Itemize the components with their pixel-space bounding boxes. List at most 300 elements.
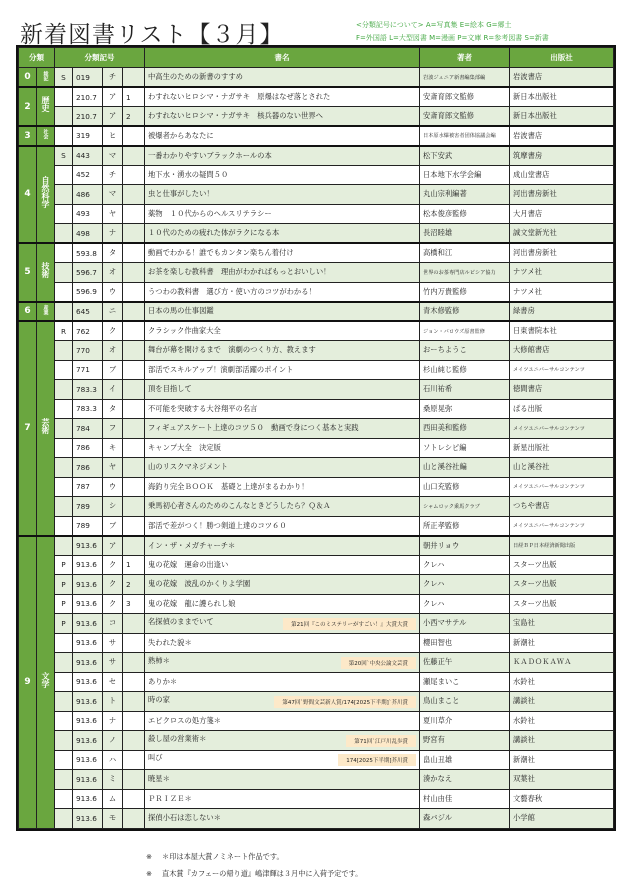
table-row: [19, 536, 614, 556]
book-title-text: ありか＊: [148, 676, 178, 686]
book-publisher: 成山堂書店: [510, 165, 614, 185]
award-badge: 第20回`中央公論文芸賞: [341, 657, 416, 669]
book-title-text: 虫と仕事がしたい！: [148, 189, 214, 199]
volume-number: 1: [123, 87, 145, 107]
author-mark: ク: [103, 575, 123, 595]
book-title: [145, 204, 420, 224]
book-publisher: ＫＡＤＯＫＡＷＡ: [510, 653, 614, 673]
book-publisher: 宝島社: [510, 614, 614, 634]
volume-number: [123, 380, 145, 400]
type-code: [55, 341, 73, 361]
footnotes: [146, 848, 362, 882]
book-title-text: イン・ザ・メガチャーチ＊: [148, 540, 236, 550]
type-code: [55, 497, 73, 517]
volume-number: [123, 360, 145, 380]
volume-number: [123, 185, 145, 205]
book-author: 山と溪谷社編: [420, 458, 510, 478]
book-title-text: 鬼の花嫁 龍に護られし娘: [148, 598, 236, 608]
table-row: [19, 497, 614, 517]
book-list-body: [19, 68, 614, 829]
author-mark: ヒ: [103, 126, 123, 146]
book-title: [145, 438, 420, 458]
classification-number: 913.6: [73, 809, 103, 829]
book-title: [145, 731, 420, 751]
author-mark: ニ: [103, 302, 123, 322]
book-author: 小西マサテル: [420, 614, 510, 634]
legend-line-1: <分類記号について> A=写真集 E=絵本 G=郷土: [356, 21, 512, 29]
classification-number: 783.3: [73, 380, 103, 400]
author-mark: マ: [103, 185, 123, 205]
table-row: [19, 477, 614, 497]
volume-number: [123, 809, 145, 829]
classification-number: 913.6: [73, 731, 103, 751]
table-row: [19, 575, 614, 595]
book-author: 西田美和監修: [420, 419, 510, 439]
type-code: P: [55, 614, 73, 634]
book-publisher: 新日本出版社: [510, 87, 614, 107]
volume-number: [123, 477, 145, 497]
author-mark: コ: [103, 614, 123, 634]
volume-number: [123, 126, 145, 146]
author-mark: マ: [103, 146, 123, 166]
book-title-text: ＰＲＩＺＥ＊: [148, 793, 192, 803]
book-title-text: 部活で差がつく！勝つ剣道上達のコツ６０: [148, 520, 287, 530]
book-publisher: ナツメ社: [510, 263, 614, 283]
book-title-text: 鬼の花嫁 波乱のかくりよ学園: [148, 579, 251, 589]
book-title: [145, 809, 420, 829]
book-publisher: 講談社: [510, 692, 614, 712]
type-code: [55, 692, 73, 712]
type-code: [55, 224, 73, 244]
book-author: 世界のお茶専門店ルピシア協力: [420, 263, 510, 283]
book-title-text: 舞台が幕を開けるまで 演劇のつくり方、教えます: [148, 345, 316, 355]
volume-number: [123, 321, 145, 341]
classification-number: 486: [73, 185, 103, 205]
book-author: 松下安武: [420, 146, 510, 166]
table-row: [19, 360, 614, 380]
volume-number: [123, 419, 145, 439]
classification-number: 783.3: [73, 399, 103, 419]
book-title: [145, 321, 420, 341]
type-code: R: [55, 321, 73, 341]
author-mark: ミ: [103, 770, 123, 790]
type-code: S: [55, 146, 73, 166]
category-name: [37, 126, 55, 146]
book-author: 櫻田智也: [420, 633, 510, 653]
author-mark: ク: [103, 555, 123, 575]
book-title-text: うつわの教科書 選び方・使い方のコツがわかる！: [148, 286, 316, 296]
volume-number: [123, 263, 145, 283]
book-title-text: クラシック作曲家大全: [148, 326, 221, 335]
book-author: 長沼睦雄: [420, 224, 510, 244]
book-publisher: 大月書店: [510, 204, 614, 224]
classification-number: 596.9: [73, 282, 103, 302]
category-name-text: 文学: [41, 671, 50, 688]
book-title-text: 熟柿＊: [148, 655, 170, 665]
book-author: クレハ: [420, 594, 510, 614]
type-code: P: [55, 594, 73, 614]
category-name-text: 社会: [42, 129, 49, 140]
book-title-text: 時の家: [148, 694, 170, 704]
book-title-text: 被爆者からあなたに: [148, 130, 214, 140]
book-author: 夏川草介: [420, 711, 510, 731]
book-title-text: 中高生のための新書のすすめ: [148, 72, 243, 81]
type-code: [55, 185, 73, 205]
book-title: [145, 458, 420, 478]
type-code: [55, 204, 73, 224]
book-publisher: スターツ出版: [510, 594, 614, 614]
book-author: おーちようこ: [420, 341, 510, 361]
category-name-text: 歴史: [41, 96, 50, 112]
volume-number: [123, 711, 145, 731]
classification-number: 913.6: [73, 750, 103, 770]
book-author: 鳥山まこと: [420, 692, 510, 712]
award-badge: 第21回『このミステリーがすごい！』大賞大賞: [283, 618, 416, 630]
classification-number: 913.6: [73, 770, 103, 790]
book-title: [145, 692, 420, 712]
category-name-text: 芸術: [41, 417, 50, 434]
classification-number: 210.7: [73, 87, 103, 107]
author-mark: イ: [103, 380, 123, 400]
table-row: [19, 633, 614, 653]
book-author: 村山由佳: [420, 789, 510, 809]
book-title-text: 山のリスクマネジメント: [148, 462, 228, 472]
author-mark: ア: [103, 107, 123, 127]
book-publisher: 新潮社: [510, 633, 614, 653]
volume-number: [123, 399, 145, 419]
book-title: [145, 341, 420, 361]
legend-line-2: F=外国語 L=大型図書 M=漫画 P=文庫 R=参考図書 S=新書: [356, 34, 549, 42]
book-title: [145, 555, 420, 575]
volume-number: [123, 692, 145, 712]
book-author: 丸山宗利編著: [420, 185, 510, 205]
author-mark: オ: [103, 263, 123, 283]
author-mark: キ: [103, 438, 123, 458]
classification-number: 443: [73, 146, 103, 166]
book-publisher: スターツ出版: [510, 555, 614, 575]
volume-number: [123, 282, 145, 302]
classification-number: 596.7: [73, 263, 103, 283]
classification-number: 319: [73, 126, 103, 146]
book-author: 岩波ジュニア新書編集部編: [420, 68, 510, 88]
book-title-text: フィギュアスケート上達のコツ５０ 動画で身につく基本と実践: [148, 423, 359, 433]
volume-number: [123, 204, 145, 224]
book-title-text: 頂を目指して: [148, 384, 192, 394]
classification-number: 913.6: [73, 789, 103, 809]
book-author: 瀬尾まいこ: [420, 672, 510, 692]
book-author: 高橋和江: [420, 243, 510, 263]
classification-number: 493: [73, 204, 103, 224]
table-row: [19, 419, 614, 439]
book-title-text: 鬼の花嫁 運命の出逢い: [148, 559, 229, 569]
author-mark: ハ: [103, 750, 123, 770]
book-title: [145, 399, 420, 419]
category-number: 4: [19, 146, 37, 244]
book-title: [145, 380, 420, 400]
book-title: [145, 536, 420, 556]
book-title-text: エピクロスの処方箋＊: [148, 715, 221, 725]
book-author: 日本原水爆被害者団体協議会編: [420, 126, 510, 146]
author-mark: モ: [103, 809, 123, 829]
category-name-text: 総記: [42, 70, 49, 81]
volume-number: [123, 536, 145, 556]
type-code: [55, 419, 73, 439]
book-title-text: 名探偵のままでいて: [148, 616, 214, 626]
table-row: [19, 614, 614, 634]
volume-number: [123, 165, 145, 185]
book-publisher: 日経ＢＰ日本経済新聞出版: [510, 536, 614, 556]
category-number: 6: [19, 302, 37, 322]
book-author: クレハ: [420, 575, 510, 595]
header-row: [19, 48, 614, 68]
book-title: [145, 594, 420, 614]
book-author: 竹内万貴監修: [420, 282, 510, 302]
book-publisher: メイツユニバーサルコンテンツ: [510, 360, 614, 380]
page-title: 新着図書リスト【３月】: [20, 22, 284, 48]
classification-number: 210.7: [73, 107, 103, 127]
book-title-text: 殺し屋の営業術＊: [148, 733, 207, 743]
table-row: [19, 185, 614, 205]
header-publisher: 出版社: [510, 48, 614, 68]
classification-number: 913.6: [73, 575, 103, 595]
header-code: 分類記号: [55, 48, 145, 68]
book-title-text: わすれないヒロシマ・ナガサキ 原爆はなぜ落とされた: [148, 92, 331, 101]
book-list-table: [18, 47, 614, 829]
book-title-text: キャンプ大全 決定版: [148, 442, 221, 452]
book-publisher: スターツ出版: [510, 575, 614, 595]
book-title-text: 探偵小石は恋しない＊: [148, 813, 221, 823]
category-number: 9: [19, 536, 37, 829]
classification-number: 770: [73, 341, 103, 361]
book-title-text: 部活でスキルアップ！演劇部活躍のポイント: [148, 364, 294, 374]
award-badge: 第47回`野間文芸新人賞/174[2025下半期]`芥川賞: [274, 696, 416, 708]
book-title: [145, 107, 420, 127]
table-row: [19, 594, 614, 614]
classification-number: 789: [73, 497, 103, 517]
book-title-text: １０代のための疲れた体がラクになる本: [148, 228, 280, 237]
author-mark: サ: [103, 633, 123, 653]
type-code: [55, 107, 73, 127]
table-row: [19, 146, 614, 166]
type-code: [55, 477, 73, 497]
table-row: [19, 789, 614, 809]
table-row: [19, 243, 614, 263]
classification-number: 913.6: [73, 653, 103, 673]
type-code: P: [55, 575, 73, 595]
book-title-text: 薬物 １０代からのヘルスリテラシー: [148, 208, 272, 218]
book-title: [145, 224, 420, 244]
book-author: 石川祐希: [420, 380, 510, 400]
table-row: [19, 399, 614, 419]
book-publisher: 水鈴社: [510, 672, 614, 692]
table-row: [19, 68, 614, 88]
book-publisher: 日東書院本社: [510, 321, 614, 341]
book-author: 佐藤正午: [420, 653, 510, 673]
book-publisher: メイツユニバーサルコンテンツ: [510, 516, 614, 536]
book-publisher: 新星出版社: [510, 438, 614, 458]
classification-number: 786: [73, 458, 103, 478]
category-name: [37, 146, 55, 244]
book-title-text: 日本の馬の仕事図鑑: [148, 306, 214, 316]
footnote: ※ ＊印は本屋大賞ノミネート作品です。: [146, 852, 284, 861]
book-publisher: 岩波書店: [510, 68, 614, 88]
book-publisher: 河出書房新社: [510, 243, 614, 263]
author-mark: ト: [103, 692, 123, 712]
table-row: [19, 809, 614, 829]
book-publisher: メイツユニバーサルコンテンツ: [510, 419, 614, 439]
table-row: [19, 692, 614, 712]
type-code: [55, 263, 73, 283]
book-publisher: 小学館: [510, 809, 614, 829]
classification-number: 645: [73, 302, 103, 322]
volume-number: [123, 653, 145, 673]
type-code: [55, 302, 73, 322]
classification-number: 452: [73, 165, 103, 185]
book-title: [145, 302, 420, 322]
book-title: [145, 711, 420, 731]
type-code: [55, 789, 73, 809]
book-publisher: 山と溪谷社: [510, 458, 614, 478]
book-title-text: 叫び: [148, 753, 163, 763]
book-author: クレハ: [420, 555, 510, 575]
author-mark: ク: [103, 594, 123, 614]
author-mark: ノ: [103, 731, 123, 751]
type-code: [55, 380, 73, 400]
table-row: [19, 126, 614, 146]
book-title: [145, 165, 420, 185]
table-row: [19, 731, 614, 751]
book-title-text: 暁星＊: [148, 774, 170, 784]
book-author: 湊かなえ: [420, 770, 510, 790]
volume-number: [123, 68, 145, 88]
table-row: [19, 341, 614, 361]
footnote: ※ 直木賞『カフェーの帰り道』嶋津輝は３月中に入荷予定です。: [146, 869, 363, 878]
author-mark: ム: [103, 789, 123, 809]
category-number: 5: [19, 243, 37, 302]
volume-number: 1: [123, 555, 145, 575]
type-code: [55, 770, 73, 790]
author-mark: セ: [103, 672, 123, 692]
volume-number: [123, 302, 145, 322]
book-publisher: 誠文堂新光社: [510, 224, 614, 244]
book-author: 森バジル: [420, 809, 510, 829]
type-code: P: [55, 555, 73, 575]
table-row: [19, 107, 614, 127]
volume-number: [123, 614, 145, 634]
type-code: [55, 458, 73, 478]
table-row: [19, 224, 614, 244]
book-author: 松本俊彦監修: [420, 204, 510, 224]
book-title: [145, 68, 420, 88]
type-code: [55, 165, 73, 185]
table-row: [19, 711, 614, 731]
author-mark: チ: [103, 165, 123, 185]
volume-number: [123, 341, 145, 361]
table-row: [19, 672, 614, 692]
book-title-text: 地下水・湧水の疑問５０: [148, 169, 229, 179]
volume-number: [123, 243, 145, 263]
author-mark: オ: [103, 341, 123, 361]
table-row: [19, 87, 614, 107]
table-row: [19, 165, 614, 185]
author-mark: ナ: [103, 224, 123, 244]
book-title: [145, 653, 420, 673]
book-author: 安斎育郎文監修: [420, 107, 510, 127]
book-list-table-wrapper: [16, 45, 616, 831]
award-badge: 第71回`江戸川乱歩賞: [346, 735, 416, 747]
book-title: [145, 360, 420, 380]
type-code: [55, 399, 73, 419]
classification-number: 913.6: [73, 555, 103, 575]
book-title-text: 一番わかりやすいブラックホールの本: [148, 150, 272, 160]
type-code: [55, 653, 73, 673]
book-author: 野宮有: [420, 731, 510, 751]
author-mark: シ: [103, 497, 123, 517]
author-mark: ア: [103, 536, 123, 556]
type-code: [55, 516, 73, 536]
type-code: [55, 282, 73, 302]
table-row: [19, 438, 614, 458]
book-author: 日本地下水学会編: [420, 165, 510, 185]
book-author: ソトレシピ編: [420, 438, 510, 458]
book-publisher: メイツユニバーサルコンテンツ: [510, 477, 614, 497]
table-row: [19, 380, 614, 400]
category-number: 2: [19, 87, 37, 126]
book-title-text: 失われた貌＊: [148, 637, 192, 647]
type-code: [55, 87, 73, 107]
volume-number: [123, 224, 145, 244]
author-mark: ヤ: [103, 458, 123, 478]
classification-number: 913.6: [73, 594, 103, 614]
classification-legend: [356, 19, 549, 45]
classification-number: 784: [73, 419, 103, 439]
book-publisher: 緑書房: [510, 302, 614, 322]
category-name: [37, 321, 55, 536]
volume-number: 3: [123, 594, 145, 614]
book-author: シャムロック乗馬クラブ: [420, 497, 510, 517]
book-title-text: わすれないヒロシマ・ナガサキ 核兵器のない世界へ: [148, 111, 323, 120]
header-author: 著者: [420, 48, 510, 68]
table-row: [19, 555, 614, 575]
book-publisher: ぱる出版: [510, 399, 614, 419]
book-title: [145, 282, 420, 302]
book-publisher: 大修館書店: [510, 341, 614, 361]
book-author: 杉山純じ監修: [420, 360, 510, 380]
classification-number: 771: [73, 360, 103, 380]
type-code: [55, 731, 73, 751]
classification-number: 498: [73, 224, 103, 244]
book-title: [145, 126, 420, 146]
book-publisher: 河出書房新社: [510, 185, 614, 205]
book-title: [145, 633, 420, 653]
type-code: [55, 711, 73, 731]
author-mark: サ: [103, 653, 123, 673]
award-badge: 174[2025下半期]芥川賞: [338, 754, 416, 766]
type-code: [55, 633, 73, 653]
category-name-text: 自然科学: [41, 175, 50, 208]
type-code: [55, 809, 73, 829]
book-publisher: 双葉社: [510, 770, 614, 790]
book-title: [145, 477, 420, 497]
classification-number: 019: [73, 68, 103, 88]
table-row: [19, 321, 614, 341]
category-name: [37, 68, 55, 88]
book-author: 山口充監修: [420, 477, 510, 497]
table-row: [19, 750, 614, 770]
type-code: [55, 438, 73, 458]
book-author: 青木修監修: [420, 302, 510, 322]
table-row: [19, 516, 614, 536]
